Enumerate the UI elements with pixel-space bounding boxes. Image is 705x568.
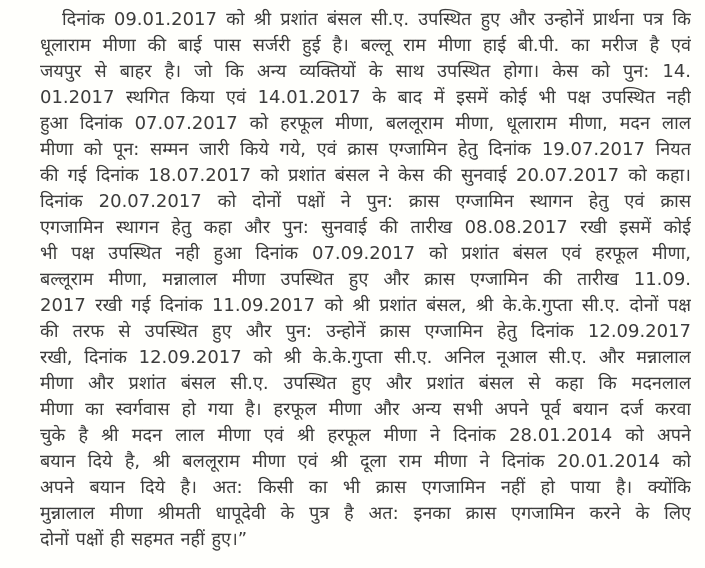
text-line: बल्लूराम मीणा, मन्नालाल मीणा उपस्थित हुए और क्रास एग्जामिन की तारीख 11.09. <box>40 269 691 290</box>
text-line: धूलाराम मीणा की बाई पास सर्जरी हुई है। बल्लू राम मीणा हाई बी.पी. का मरीज है एवं <box>40 35 691 56</box>
text-line: मीणा का स्वर्गवास हो गया है। हरफूल मीणा और अन्य सभी अपने पूर्व बयान दर्ज करवा <box>40 399 691 420</box>
text-line: मुन्नालाल मीणा श्रीमती धापूदेवी के पुत्र है अत: इनका क्रास एगजामिन करने के लिए <box>40 503 691 524</box>
text-line: दिनांक 09.01.2017 को श्री प्रशांत बंसल सी.ए. उपस्थित हुए और उन्होनें प्रार्थना पत्र कि <box>62 9 691 30</box>
text-line: जयपुर से बाहर है। जो कि अन्य व्यक्तियों के साथ उपस्थित होगा। केस को पुन: 14. <box>40 61 691 82</box>
text-line: 01.2017 स्थगित किया एवं 14.01.2017 के बाद में इसमें कोई भी पक्ष उपस्थित नही <box>40 87 691 108</box>
text-line: मीणा को पून: सम्मन जारी किये गये, एवं क्रास एग्जामिन हेतु दिनांक 19.07.2017 नियत <box>40 139 691 160</box>
text-line: हुआ दिनांक 07.07.2017 को हरफूल मीणा, बललूराम मीणा, धूलाराम मीणा, मदन लाल <box>40 113 691 134</box>
text-line: दिनांक 20.07.2017 को दोनों पक्षों ने पुन: क्रास एग्जामिन स्थागन हेतु एवं क्रास <box>40 191 691 212</box>
text-line: मीणा और प्रशांत बंसल सी.ए. उपस्थित हुए और प्रशांत बंसल से कहा कि मदनलाल <box>40 373 691 394</box>
text-line: की गई दिनांक 18.07.2017 को प्रशांत बंसल ने केस की सुनवाई 20.07.2017 को कहा। <box>40 165 691 186</box>
text-line: रखी, दिनांक 12.09.2017 को श्री के.के.गुप्ता सी.ए. अनिल नूआल सी.ए. और मन्नालाल <box>40 347 691 368</box>
text-line: भी पक्ष उपस्थित नही हुआ दिनांक 07.09.2017 को प्रशांत बंसल एवं हरफूल मीणा, <box>40 243 691 264</box>
text-line: अपने बयान दिये है। अत: किसी का भी क्रास एगजामिन नहीं हो पाया है। क्योंकि <box>40 477 691 498</box>
text-line: दोनों पक्षों ही सहमत नहीं हुए।” <box>40 529 248 550</box>
text-line: एगजामिन स्थागन हेतु कहा और पुन: सुनवाई की तारीख 08.08.2017 रखी इसमें कोई <box>40 217 691 238</box>
text-line: की तरफ से उपस्थित हुए और पुन: उन्होनें क्रास एग्जामिन हेतु दिनांक 12.09.2017 <box>40 321 691 342</box>
paragraph <box>40 7 691 553</box>
text-line: 2017 रखी गई दिनांक 11.09.2017 को श्री प्रशांत बंसल, श्री के.के.गुप्ता सी.ए. दोनों पक्ष <box>40 295 691 316</box>
text-line: चुके है श्री मदन लाल मीणा एवं श्री हरफूल मीणा ने दिनांक 28.01.2014 को अपने <box>40 425 691 446</box>
text-line: बयान दिये है, श्री बललूराम मीणा एवं श्री दूला राम मीणा ने दिनांक 20.01.2014 को <box>40 451 691 472</box>
